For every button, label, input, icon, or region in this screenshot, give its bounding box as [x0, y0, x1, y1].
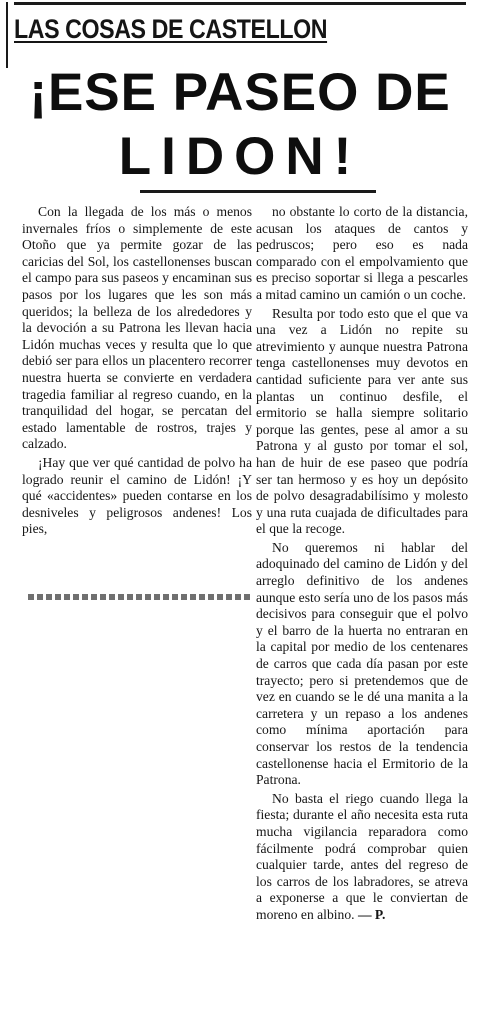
- paragraph: Resulta por todo esto que el que va una vez a Lidón no repite su atrevimiento y aunque nuestra Patrona tenga castellonenses muy devotos en cantidad suficiente para ver ante sus plantas un continuo desfile, el ermitorio se halla siempre solitario porque las gentes, pese al amor a su Patrona y al gusto por tomar el sol, han de huir de ese paseo que podría ser tan hermoso y es hoy un depósito de polvo desagradabilísimo y molesto y una ruta cuajada de dificultades para el que la recoge.: [256, 305, 468, 537]
- paragraph: No queremos ni hablar del adoquinado del camino de Lidón y del arreglo definitivo de los andenes aunque esto sería uno de los pasos más decisivos para conseguir que el polvo y el barro de la huerta no entraran en la capital por medio de los centenares de carros que cada día pasan por este trayecto; pero si pretendemos que de vez en cuando se le dé una manita a la carretera y un repaso a los andenes como mínima aportación para conservar los restos de la tendencia castellonense hacia el Ermitorio de la Patrona.: [256, 539, 468, 788]
- article-column-1: [22, 204, 252, 538]
- paragraph-text: No basta el riego cuando llega la fiesta; durante el año necesita esta ruta mucha vigilancia reparadora como fácilmente podrá comprobar quien cualquier tarde, antes del regreso de los carros de los labradores, se atreva a exponerse a que le conviertan de moreno en albino.: [256, 790, 468, 922]
- article-column-2: [256, 204, 468, 924]
- section-title: LAS COSAS DE CASTELLON: [14, 14, 328, 44]
- headline: [10, 64, 470, 186]
- author-signature: — P.: [357, 906, 386, 922]
- left-rule: [6, 2, 8, 68]
- paragraph-last: [256, 791, 468, 924]
- headline-line-1: ¡ESE PASEO DE: [29, 63, 451, 122]
- headline-rule: [140, 190, 376, 193]
- top-rule: [14, 2, 466, 5]
- headline-line-2: LIDON!: [118, 127, 362, 186]
- paragraph: Con la llegada de los más o menos invernales fríos o simplemente de este Otoño que ya permite gozar de las caricias del Sol, los castellonenses buscan el campo para sus paseos y encaminan sus pasos por los lugares que les son más queridos; la belleza de los alrededores y la devoción a su Patrona les llevan hacia Lidón muchas veces y resulta que lo que debió ser para ellos un placentero recorrer nuestra huerta se convierte en verdadera tragedia familiar al regreso cuando, en la tranquilidad del hogar, se percatan del estado lamentable de rostros, trajes y calzado.: [22, 204, 252, 452]
- column-end-rule: [28, 594, 252, 600]
- paragraph: no obstante lo corto de la distancia, acusan los ataques de cantos y pedruscos; pero eso es nada comparado con el empolvamiento que es preciso soportar si llega a pescarles a mitad camino un camión o un coche.: [256, 204, 468, 302]
- paragraph: ¡Hay que ver qué cantidad de polvo ha logrado reunir el camino de Lidón! ¡Y qué «accidentes» pueden contarse en los desniveles y peligrosos andenes! Los pies,: [22, 454, 252, 537]
